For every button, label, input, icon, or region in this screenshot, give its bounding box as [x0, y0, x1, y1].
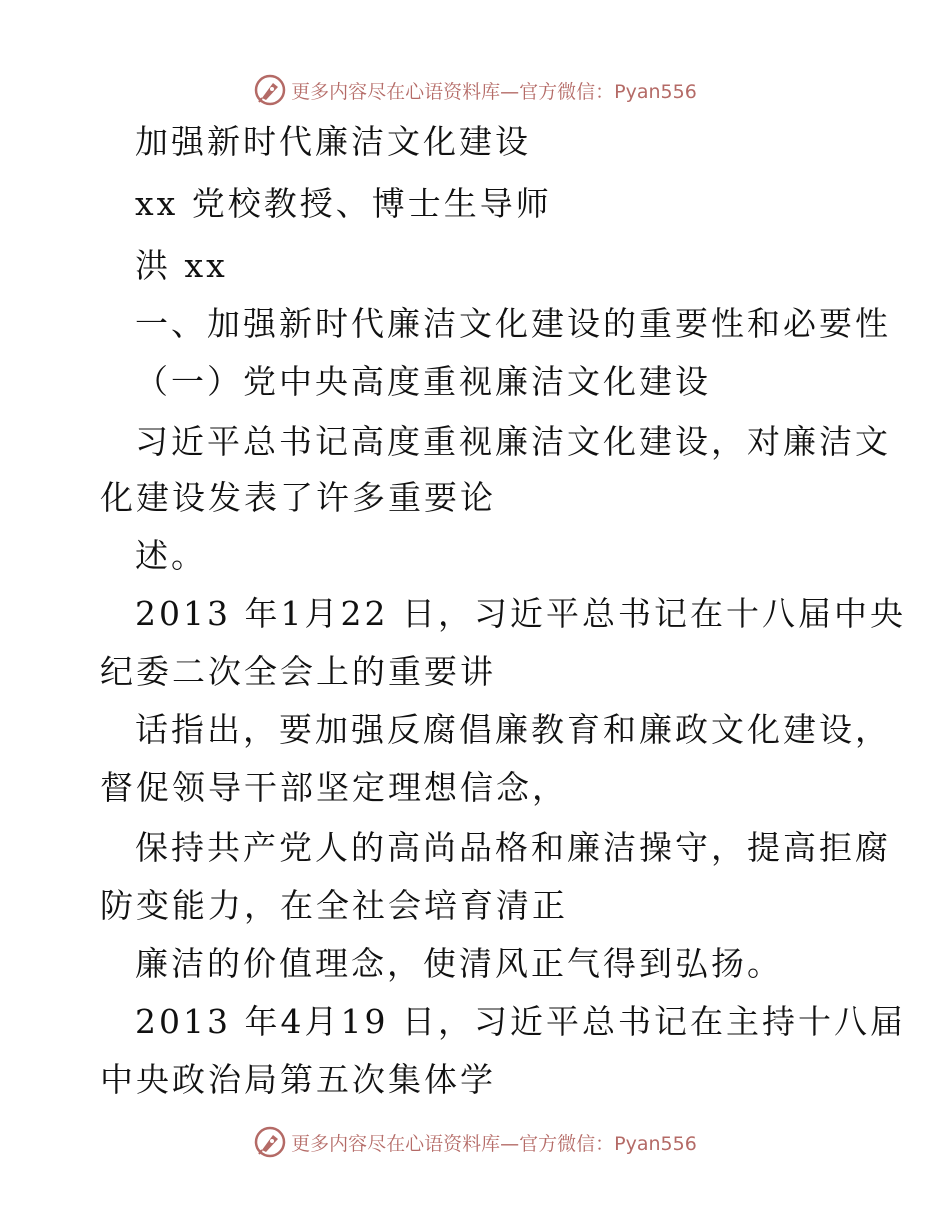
- document-title: 加强新时代廉洁文化建设: [135, 122, 531, 161]
- header-banner: [0, 70, 950, 110]
- author-name: 洪 xx: [135, 246, 228, 285]
- paragraph-line: 2013 年1月22 日，习近平总书记在十八届中央: [135, 594, 906, 633]
- banner-promo-text: 更多内容尽在心语资料库—官方微信：: [291, 80, 615, 103]
- paragraph-line: 防变能力，在全社会培育清正: [100, 886, 568, 925]
- paragraph-line: 化建设发表了许多重要论: [100, 478, 496, 517]
- author-affiliation: xx 党校教授、博士生导师: [135, 184, 552, 223]
- footer-banner: [0, 1122, 950, 1162]
- paragraph-line: 中央政治局第五次集体学: [100, 1060, 496, 1099]
- section-heading: 一、加强新时代廉洁文化建设的重要性和必要性: [135, 304, 891, 343]
- paragraph-line: 话指出，要加强反腐倡廉教育和廉政文化建设，: [135, 710, 891, 749]
- paragraph-line: 2013 年4月19 日，习近平总书记在主持十八届: [135, 1002, 906, 1041]
- paragraph-line: 习近平总书记高度重视廉洁文化建设，对廉洁文: [135, 422, 891, 461]
- paragraph-line: 督促领导干部坚定理想信念，: [100, 768, 568, 807]
- pen-nib-logo-icon: [253, 73, 287, 107]
- banner-promo-text: 更多内容尽在心语资料库—官方微信：: [291, 1132, 615, 1155]
- paragraph-line: 述。: [135, 536, 207, 575]
- paragraph-line: 廉洁的价值理念，使清风正气得到弘扬。: [135, 944, 783, 983]
- banner-wechat-account: Pyan556: [614, 1132, 697, 1155]
- banner-text: [291, 77, 697, 104]
- banner-text: [291, 1129, 697, 1156]
- paragraph-line: 纪委二次全会上的重要讲: [100, 652, 496, 691]
- banner-wechat-account: Pyan556: [614, 80, 697, 103]
- pen-nib-logo-icon: [253, 1125, 287, 1159]
- paragraph-line: 保持共产党人的高尚品格和廉洁操守，提高拒腐: [135, 828, 891, 867]
- subsection-heading: （一）党中央高度重视廉洁文化建设: [135, 362, 711, 401]
